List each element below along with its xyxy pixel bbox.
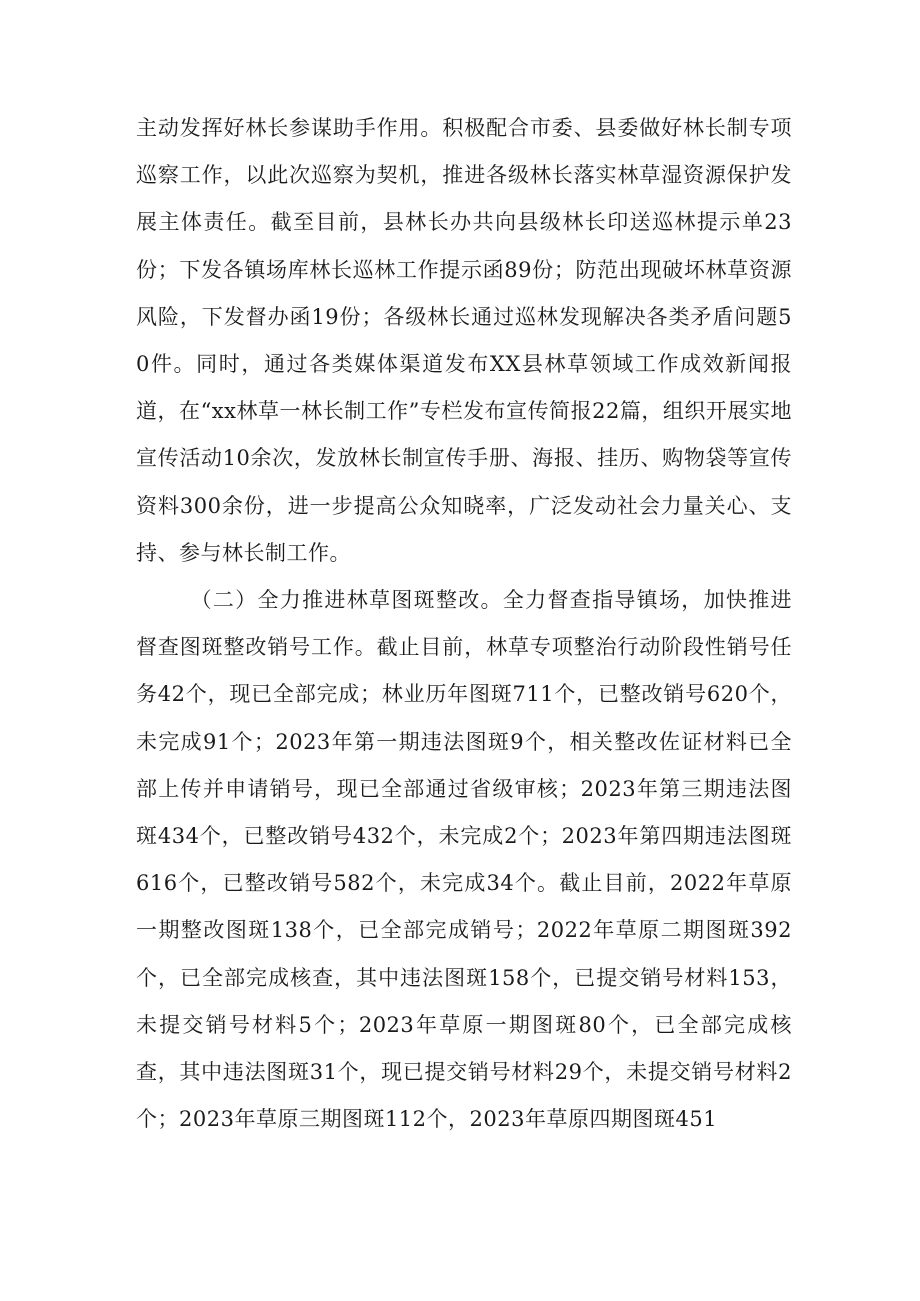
document-body <box>136 105 792 1143</box>
body-paragraph: 主动发挥好林长参谋助手作用。积极配合市委、县委做好林长制专项巡察工作，以此次巡察为契机，推进各级林长落实林草湿资源保护发展主体责任。截至目前，县林长办共向县级林长印送巡林提示单23份；下发各镇场库林长巡林工作提示函89份；防范出现破坏林草资源风险，下发督办函19份；各级林长通过巡林发现解决各类矛盾问题50件。同时，通过各类媒体渠道发布XX县林草领域工作成效新闻报道，在“xx林草一林长制工作”专栏发布宣传简报22篇，组织开展实地宣传活动10余次，发放林长制宣传手册、海报、挂历、购物袋等宣传资料300余份，进一步提高公众知晓率，广泛发动社会力量关心、支持、参与林长制工作。 <box>136 116 792 565</box>
body-paragraph-section-2: （二）全力推进林草图斑整改。全力督查指导镇场，加快推进督查图斑整改销号工作。截止目前，林草专项整治行动阶段性销号任务42个，现已全部完成；林业历年图斑711个，已整改销号620个，未完成91个；2023年第一期违法图斑9个，相关整改佐证材料已全部上传并申请销号，现已全部通过省级审核；2023年第三期违法图斑434个，已整改销号432个，未完成2个；2023年第四期违法图斑616个，已整改销号582个，未完成34个。截止目前，2022年草原一期整改图斑138个，已全部完成销号；2022年草原二期图斑392个，已全部完成核查，其中违法图斑158个，已提交销号材料153，未提交销号材料5个；2023年草原一期图斑80个，已全部完成核查，其中违法图斑31个，现已提交销号材料29个，未提交销号材料2个；2023年草原三期图斑112个，2023年草原四期图斑451 <box>136 588 792 1132</box>
